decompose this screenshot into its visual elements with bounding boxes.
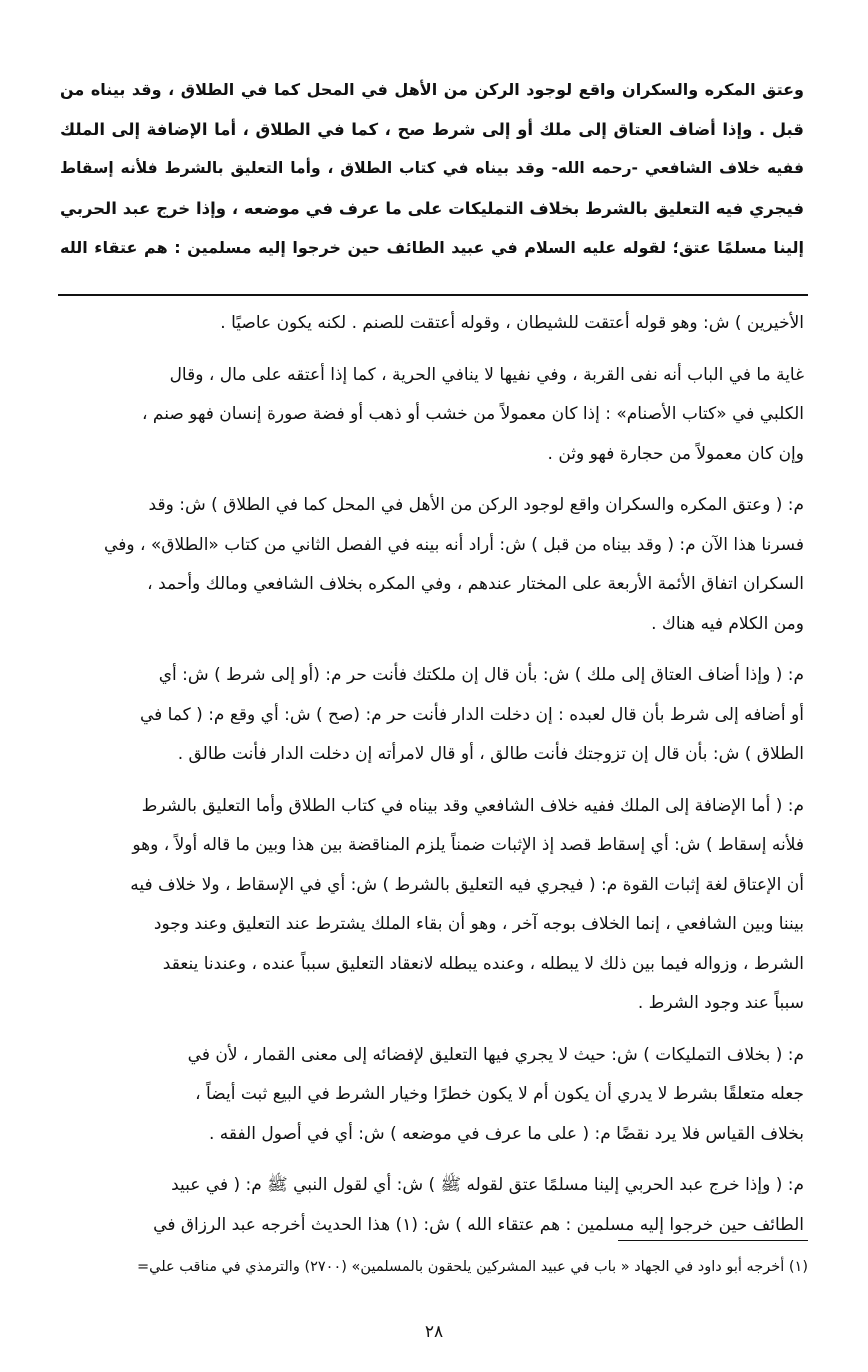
matn-line: وعتق المكره والسكران واقع لوجود الركن من الأهل في المحل كما في الطلاق ، وقد بيناه من (60, 80, 804, 99)
sharh-line: فلأنه إسقاط ) ش: أي إسقاط قصد إذ الإثبات ضمناً يلزم المناقضة بين هذا وبين ما قاله أولاً ، وهو (132, 835, 804, 855)
sharh-paragraph (60, 356, 804, 475)
sharh-line: م: ( وإذا أضاف العتاق إلى ملك ) ش: بأن قال إن ملكتك فأنت حر م: (أو إلى شرط ) ش: أي (158, 665, 804, 685)
sharh-line: م: ( بخلاف التمليكات ) ش: حيث لا يجري فيها التعليق لإفضائه إلى معنى القمار ، لأن في (187, 1044, 804, 1065)
sharh-paragraph (60, 656, 804, 775)
sharh-line: أن الإعتاق لغة إثبات القوة م: ( فيجري فيه التعليق بالشرط ) ش: أي في الإسقاط ، ولا خلاف فيه (130, 874, 804, 895)
footnote: (١) أخرجه أبو داود في الجهاد « باب في عبيد المشركين يلحقون بالمسلمين» (٢٧٠٠) والترمذي في مناقب علي= (137, 1259, 808, 1275)
matn-line: ففيه خلاف الشافعي -رحمه الله- وقد بيناه في كتاب الطلاق ، وأما التعليق بالشرط فلأنه إسقاط (60, 159, 804, 177)
sharh-line: جعله متعلقًا بشرط لا يدري أن يكون أم لا يكون خطرًا وخيار الشرط في البيع ثبت أيضاً ، (195, 1084, 804, 1104)
sharh-paragraph (60, 1036, 804, 1155)
sharh-commentary-block (60, 304, 804, 1257)
sharh-line: فسرنا هذا الآن م: ( وقد بيناه من قبل ) ش: أراد أنه بينه في الفصل الثاني من كتاب «الطلاق» ، وفي (104, 534, 804, 555)
sharh-paragraph (60, 1166, 804, 1245)
sharh-line: ومن الكلام فيه هناك . (651, 613, 804, 634)
matn-line: فيجري فيه التعليق بالشرط بخلاف التمليكات على ما عرف في موضعه ، وإذا خرج عبد الحربي (60, 198, 804, 218)
sharh-line: أو أضافه إلى شرط بأن قال لعبده : إن دخلت الدار فأنت حر م: (صح ) ش: أي وقع م: ( كما في (139, 704, 804, 725)
sharh-line: م: ( وعتق المكره والسكران واقع لوجود الركن من الأهل في المحل كما في الطلاق ) ش: وقد (148, 495, 804, 515)
footnote-separator-rule (618, 1240, 808, 1241)
sharh-line: الشرط ، وزواله فيما بين ذلك لا يبطله ، وعنده يبطله لانعقاد التعليق سبباً عنده ، وعندنا ينعقد (162, 953, 804, 974)
sharh-line: السكران اتفاق الأئمة الأربعة على المختار عندهم ، وفي المكره بخلاف الشافعي ومالك وأحمد ، (147, 574, 804, 594)
matn-separator-rule (58, 294, 808, 296)
sharh-line: الطائف حين خرجوا إليه مسلمين : هم عتقاء الله ) ش: (١) هذا الحديث أخرجه عبد الرزاق في (153, 1214, 804, 1235)
sharh-line: الكلبي في «كتاب الأصنام» : إذا كان معمولاً من خشب أو ذهب أو فضة صورة إنسان فهو صنم ، (141, 404, 804, 424)
matn-line: قبل . وإذا أضاف العتاق إلى ملك أو إلى شرط صح ، كما في الطلاق ، أما الإضافة إلى الملك (60, 119, 804, 139)
sharh-line: بيننا وبين الشافعي ، إنما الخلاف بوجه آخر ، وهو أن بقاء الملك يشترط عند التعليق وعند وجود (153, 914, 804, 934)
sharh-paragraph (60, 486, 804, 644)
sharh-line: غاية ما في الباب أنه نفى القربة ، وفي نفيها لا ينافي الحرية ، كما إذا أعتقه على مال ، وقال (169, 364, 804, 385)
sharh-paragraph (60, 304, 804, 344)
sharh-line: وإن كان معمولاً من حجارة فهو وثن . (547, 443, 804, 464)
page-number: ٢٨ (424, 1322, 444, 1342)
matn-line: إلينا مسلمًا عتق؛ لقوله عليه السلام في عبيد الطائف حين خرجوا إليه مسلمين : هم عتقاء الله (60, 238, 804, 257)
sharh-line: بخلاف القياس فلا يرد نقضًا م: ( على ما عرف في موضعه ) ش: أي في أصول الفقه . (208, 1123, 804, 1144)
sharh-line: الطلاق ) ش: بأن قال إن تزوجتك فأنت طالق ، أو قال لامرأته إن دخلت الدار فأنت طالق . (177, 744, 804, 764)
sharh-line: م: ( وإذا خرج عبد الحربي إلينا مسلمًا عتق لقوله ﷺ ) ش: أي لقول النبي ﷺ م: ( في عبيد (171, 1175, 804, 1195)
sharh-line: سبباً عند وجود الشرط . (637, 993, 804, 1013)
sharh-paragraph (60, 787, 804, 1024)
sharh-line: م: ( أما الإضافة إلى الملك ففيه خلاف الشافعي وقد بيناه في كتاب الطلاق وأما التعليق بالشرط (141, 795, 804, 816)
sharh-line: الأخيرين ) ش: وهو قوله أعتقت للشيطان ، وقوله أعتقت للصنم . لكنه يكون عاصيًا . (220, 313, 804, 333)
matn-text-block (60, 70, 804, 268)
